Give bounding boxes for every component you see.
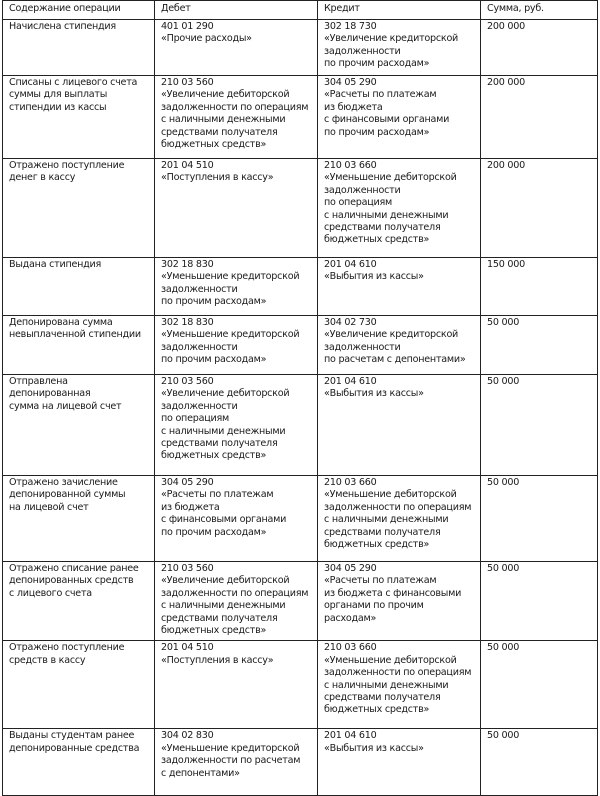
operation-text-line: с лицевого счета <box>9 587 92 599</box>
operation-text-line: Выдана стипендия <box>9 259 102 270</box>
account-name-line: с финансовыми органами <box>324 114 450 126</box>
amount-value: 50 000 <box>487 317 520 328</box>
header-amount: Сумма, руб. <box>481 1 598 20</box>
account-name-line: по прочим расходам» <box>161 296 267 308</box>
amount-value: 50 000 <box>487 477 520 488</box>
account-name-line: средствами получателя <box>324 222 441 234</box>
cell-operation <box>3 375 155 476</box>
account-name-line: бюджетных средств» <box>324 234 430 246</box>
amount-value: 50 000 <box>487 376 520 387</box>
table-body <box>3 20 598 796</box>
account-name-line: «Уменьшение кредиторской <box>161 271 300 283</box>
account-code: 201 04 610 <box>324 376 377 387</box>
cell-debit <box>155 76 318 159</box>
account-name-line: «Прочие расходы» <box>161 33 252 45</box>
table-row <box>3 20 598 76</box>
operation-text-line: депонированных средств <box>9 575 134 587</box>
cell-amount <box>481 159 598 258</box>
account-name-line: средствами получателя <box>161 438 278 450</box>
account-name-line: органами по прочим <box>324 600 424 612</box>
table-header-row <box>3 1 598 20</box>
cell-credit <box>318 20 481 76</box>
cell-debit <box>155 375 318 476</box>
cell-amount <box>481 562 598 641</box>
cell-amount <box>481 20 598 76</box>
account-name-line: из бюджета с финансовыми <box>324 587 462 599</box>
account-name-line: с наличными денежными <box>161 425 286 437</box>
cell-debit <box>155 258 318 316</box>
account-name-line: с наличными денежными <box>161 114 286 126</box>
operation-text-line: стипендии из кассы <box>9 101 107 113</box>
cell-operation <box>3 476 155 562</box>
account-name-line: задолженности <box>324 341 401 353</box>
cell-debit <box>155 316 318 375</box>
cell-operation <box>3 258 155 316</box>
account-name-line: из бюджета <box>161 501 220 513</box>
account-name-line: средствами получателя <box>324 692 441 704</box>
cell-credit <box>318 641 481 729</box>
table-row <box>3 729 598 796</box>
operation-text-line: депонированной суммы <box>9 489 126 501</box>
operation-text-line: Депонирована сумма <box>9 317 113 328</box>
account-name-line: «Поступления в кассу» <box>161 654 274 666</box>
operation-text-line: депонированная <box>9 388 91 400</box>
cell-amount <box>481 316 598 375</box>
account-name-line: «Поступления в кассу» <box>161 172 274 184</box>
account-name-line: «Увеличение кредиторской <box>324 33 459 45</box>
account-name-line: задолженности по операциям <box>161 587 309 599</box>
account-code: 304 02 730 <box>324 317 377 328</box>
account-name-line: задолженности <box>161 283 238 295</box>
account-code: 210 03 660 <box>324 642 377 654</box>
account-name-line: по прочим расходам» <box>324 58 430 70</box>
amount-value: 200 000 <box>487 77 525 88</box>
header-operation: Содержание операции <box>3 1 155 20</box>
cell-operation <box>3 729 155 796</box>
operation-text-line: денег в кассу <box>9 172 76 184</box>
operation-text-line: Отражено поступление <box>9 642 125 654</box>
cell-operation <box>3 20 155 76</box>
account-name-line: задолженности по операциям <box>324 501 472 513</box>
account-name-line: задолженности <box>161 341 238 353</box>
account-name-line: «Уменьшение дебиторской <box>324 489 457 501</box>
account-name-line: с наличными денежными <box>324 209 449 221</box>
cell-amount <box>481 641 598 729</box>
table-row <box>3 258 598 316</box>
cell-credit <box>318 316 481 375</box>
account-code: 201 04 510 <box>161 160 214 171</box>
amount-value: 200 000 <box>487 21 525 32</box>
account-name-line: «Уменьшение кредиторской <box>161 742 300 754</box>
account-code: 201 04 610 <box>324 259 377 270</box>
account-name-line: бюджетных средств» <box>324 539 430 551</box>
account-name-line: «Выбытия из кассы» <box>324 388 424 400</box>
cell-credit <box>318 562 481 641</box>
table-row <box>3 641 598 729</box>
cell-operation <box>3 316 155 375</box>
cell-operation <box>3 562 155 641</box>
table-row <box>3 375 598 476</box>
account-name-line: по операциям <box>324 197 392 209</box>
account-name-line: задолженности по операциям <box>324 667 472 679</box>
table-row <box>3 562 598 641</box>
accounting-entries-table <box>2 0 598 796</box>
account-name-line: «Увеличение кредиторской <box>324 329 459 341</box>
cell-credit <box>318 729 481 796</box>
account-name-line: с финансовыми органами <box>161 514 287 526</box>
table-row <box>3 476 598 562</box>
account-name-line: с депонентами» <box>161 767 240 779</box>
account-code: 302 18 830 <box>161 317 214 328</box>
operation-text-line: Отправлена <box>9 376 68 387</box>
account-name-line: по прочим расходам» <box>161 354 267 366</box>
cell-debit <box>155 476 318 562</box>
operation-text-line: средств в кассу <box>9 654 86 666</box>
account-code: 210 03 660 <box>324 160 377 171</box>
account-name-line: с наличными денежными <box>324 679 449 691</box>
operation-text-line: Выданы студентам ранее <box>9 730 135 742</box>
operation-text-line: Списаны с лицевого счета <box>9 77 138 88</box>
account-name-line: расходам» <box>324 612 377 624</box>
account-name-line: из бюджета <box>324 101 383 113</box>
cell-operation <box>3 159 155 258</box>
account-name-line: «Увеличение дебиторской <box>161 388 290 400</box>
header-credit: Кредит <box>318 1 481 20</box>
cell-credit <box>318 476 481 562</box>
cell-amount <box>481 729 598 796</box>
account-name-line: по расчетам с депонентами» <box>324 354 466 366</box>
account-name-line: с наличными денежными <box>324 514 449 526</box>
account-code: 210 03 560 <box>161 563 214 574</box>
cell-debit <box>155 20 318 76</box>
account-code: 304 05 290 <box>161 477 214 488</box>
account-name-line: по прочим расходам» <box>161 526 267 538</box>
header-debit: Дебет <box>155 1 318 20</box>
operation-text-line: депонированные средства <box>9 742 140 754</box>
table-row <box>3 316 598 375</box>
operation-text-line: Начислена стипендия <box>9 21 116 32</box>
table-row <box>3 159 598 258</box>
cell-operation <box>3 641 155 729</box>
account-name-line: задолженности <box>324 45 401 57</box>
account-name-line: средствами получателя <box>324 526 441 538</box>
operation-text-line: Отражено зачисление <box>9 477 118 488</box>
amount-value: 50 000 <box>487 563 520 574</box>
cell-debit <box>155 729 318 796</box>
account-name-line: задолженности по расчетам <box>161 755 301 767</box>
cell-credit <box>318 159 481 258</box>
account-code: 304 02 830 <box>161 730 214 742</box>
account-name-line: бюджетных средств» <box>161 625 267 637</box>
account-name-line: по прочим расходам» <box>324 126 430 138</box>
account-name-line: по операциям <box>161 413 229 425</box>
account-name-line: «Выбытия из кассы» <box>324 271 424 283</box>
account-code: 304 05 290 <box>324 563 377 574</box>
account-name-line: «Уменьшение кредиторской <box>161 329 300 341</box>
amount-value: 150 000 <box>487 259 525 270</box>
account-name-line: «Уменьшение дебиторской <box>324 654 457 666</box>
cell-credit <box>318 375 481 476</box>
account-name-line: бюджетных средств» <box>324 704 430 716</box>
account-name-line: с наличными денежными <box>161 600 286 612</box>
cell-debit <box>155 562 318 641</box>
account-name-line: «Увеличение дебиторской <box>161 575 290 587</box>
operation-text-line: на лицевой счет <box>9 501 89 513</box>
account-name-line: «Выбытия из кассы» <box>324 742 424 754</box>
table-row <box>3 76 598 159</box>
amount-value: 50 000 <box>487 730 520 742</box>
account-code: 304 05 290 <box>324 77 377 88</box>
account-name-line: «Расчеты по платежам <box>324 575 437 587</box>
account-name-line: «Увеличение дебиторской <box>161 89 290 101</box>
amount-value: 200 000 <box>487 160 525 171</box>
cell-amount <box>481 76 598 159</box>
operation-text-line: невыплаченной стипендии <box>9 329 141 341</box>
account-name-line: бюджетных средств» <box>161 139 267 151</box>
cell-operation <box>3 76 155 159</box>
account-code: 210 03 660 <box>324 477 377 488</box>
account-code: 401 01 290 <box>161 21 214 32</box>
account-code: 210 03 560 <box>161 376 214 387</box>
account-name-line: задолженности по операциям <box>161 101 309 113</box>
account-code: 201 04 610 <box>324 730 377 742</box>
cell-debit <box>155 159 318 258</box>
operation-text-line: Отражено поступление <box>9 160 125 171</box>
cell-amount <box>481 375 598 476</box>
account-name-line: средствами получателя <box>161 126 278 138</box>
operation-text-line: Отражено списание ранее <box>9 563 139 574</box>
cell-credit <box>318 258 481 316</box>
account-name-line: «Расчеты по платежам <box>324 89 437 101</box>
account-name-line: бюджетных средств» <box>161 450 267 462</box>
account-name-line: «Расчеты по платежам <box>161 489 274 501</box>
account-code: 210 03 560 <box>161 77 214 88</box>
cell-amount <box>481 258 598 316</box>
cell-debit <box>155 641 318 729</box>
account-code: 201 04 510 <box>161 642 214 654</box>
cell-credit <box>318 76 481 159</box>
account-name-line: средствами получателя <box>161 612 278 624</box>
account-name-line: задолженности <box>161 400 238 412</box>
cell-amount <box>481 476 598 562</box>
operation-text-line: сумма на лицевой счет <box>9 400 122 412</box>
account-code: 302 18 730 <box>324 21 377 32</box>
account-name-line: «Уменьшение дебиторской <box>324 172 457 184</box>
account-code: 302 18 830 <box>161 259 214 270</box>
account-name-line: задолженности <box>324 184 401 196</box>
amount-value: 50 000 <box>487 642 520 654</box>
operation-text-line: суммы для выплаты <box>9 89 108 101</box>
